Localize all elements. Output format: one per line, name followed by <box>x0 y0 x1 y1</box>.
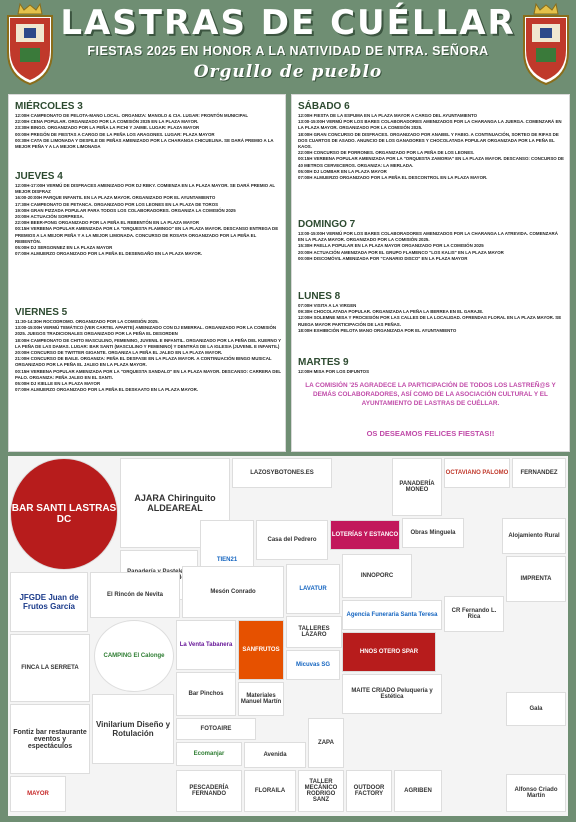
sponsor-logo: MAYOR <box>10 776 66 812</box>
day-block <box>15 307 281 393</box>
sponsor-logo: Gala <box>506 692 566 726</box>
sponsor-logo: TALLER MECÁNICO RODRIGO SANZ <box>298 770 344 812</box>
sponsor-logo: FERNANDEZ <box>512 458 566 488</box>
day-heading: MIÉRCOLES 3 <box>15 101 83 112</box>
coat-of-arms-icon <box>518 2 574 88</box>
wishes-message: OS DESEAMOS FELICES FIESTAS!! <box>366 429 495 438</box>
sponsor-logo: Alojamiento Rural <box>502 518 566 554</box>
sponsor-logo: Vinilarium Diseño y Rotulación <box>92 694 174 764</box>
day-block <box>298 101 565 181</box>
event-item: 13:00-15:00H VERMÚ POR LOS BARES COLABORADORES AMENIZADOS POR LA CHARANGA LA JUERGA. COMENZARÁ EN LA PLAZA MAYOR. ORGANIZADO POR LA COMISIÓN 2025. <box>298 119 562 131</box>
event-item: 21:00H CONCURSO DE BAILE. ORGANIZA: PEÑA EL DESFASE EN LA PLAZA MAYOR. A CONTINUACIÓN BINGO MUSICAL ORGANIZADO POR LA PEÑA EL JALEO EN LA PLAZA MAYOR. <box>15 356 272 368</box>
sponsor-logo: JFGDE Juan de Frutos García <box>10 572 88 632</box>
event-item: 18:00H EXHIBICIÓN PELOTA MANO ORGANIZADA POR EL AYUNTAMIENTO <box>298 327 457 333</box>
sponsor-logo: IMPRENTA <box>506 556 566 602</box>
day-heading: MARTES 9 <box>298 357 349 368</box>
sponsor-logo: ZAPA <box>308 718 344 768</box>
day-block <box>15 171 281 257</box>
sponsor-logo: CR Fernando L. Rica <box>444 596 504 632</box>
sponsors-grid <box>8 456 568 816</box>
sponsor-logo: PESCADERÍA FERNANDO <box>176 770 242 812</box>
event-item: 20:00H CONCURSO DE TWITTER GIGANTE. ORGANIZA LA PEÑA EL JALEO EN LA PLAZA MAYOR. <box>15 350 223 356</box>
program-left-panel <box>8 94 286 452</box>
sponsor-logo: AJARA Chiringuito ALDEAREAL <box>120 458 230 548</box>
sponsor-logo: LOTERÍAS Y ESTANCO <box>330 520 400 550</box>
event-item: 15:30H PAELLA POPULAR EN LA PLAZA MAYOR ORGANIZADO POR LA COMISIÓN 2025 <box>298 243 484 249</box>
sponsor-logo: OCTAVIANO PALOMO <box>444 458 510 488</box>
day-block <box>298 219 565 262</box>
sponsor-logo: INNOPORC <box>342 554 412 598</box>
sponsor-logo: TIEN21 <box>200 520 254 600</box>
event-item: 07:00H ALMUERZO ORGANIZADO POR LA PEÑA EL DESCONTROL EN LA PLAZA MAYOR. <box>298 175 488 181</box>
poster-motto: Orgullo de pueblo <box>193 62 383 82</box>
event-item: 18:00H GRAN CONCURSO DE DISFRACES. ORGANIZADO POR ANABEL Y FABIO. A CONTINUACIÓN, SORTEO DE RIFAS DE DOS CUARTOS DE ASADO. ANUNCIO DE LOS GANADORES Y CHOCOLATADA POPULAR ORGANIZADA POR LA PEÑA EL KAOS. <box>298 131 559 150</box>
sponsor-logo: HNOS OTERO SPAR <box>342 632 436 672</box>
event-item: 12:00H CAMPEONATO DE PELOTA-MANO LOCAL. ORGANIZA: MANOLO & CIA. LUGAR: FRONTÓN MUNICIPAL <box>15 113 249 118</box>
sponsor-logo: PANADERÍA MONEO <box>392 458 442 516</box>
day-heading: DOMINGO 7 <box>298 219 356 230</box>
event-item: 13:00-15:00H VERMÚ POR LOS BARES COLABORADORES AMENIZADOS POR LA CHARANGA LA ATREVIDA. COMENZARÁ EN LA PLAZA MAYOR. ORGANIZADO POR LA COMISIÓN 2025. <box>298 231 558 243</box>
sponsor-logo: LAVATUR <box>286 564 340 614</box>
sponsor-logo: FINCA LA SERRETA <box>10 634 90 702</box>
sponsor-logo: Ecomanjar <box>176 742 242 766</box>
poster-header <box>0 0 576 92</box>
event-item: 20:00H ACTUACIÓN AMENIZADA POR EL GRUPO FLAMENCO "LOS KALIS" EN LA PLAZA MAYOR <box>298 249 504 255</box>
event-item: 12:00H MISA POR LOS DIFUNTOS <box>298 369 369 374</box>
sponsor-logo: AGRIBEN <box>394 770 442 812</box>
sponsor-logo: BAR SANTI LASTRAS DC <box>10 458 118 570</box>
day-heading: JUEVES 4 <box>15 171 63 182</box>
sponsor-logo: Bar Pinchos <box>176 672 236 716</box>
sponsor-logo: Micuvas SG <box>286 650 340 680</box>
event-item: 00:15H VERBENA POPULAR AMENIZADA POR LA "ORQUESTA ZAMORIA" EN LA PLAZA MAYOR. DESCANSO: CONCURSO DE 40 METROS CERVECEROS. ORGANIZA: LA MERLADA. <box>298 156 564 168</box>
sponsor-logo: SANFRUTOS <box>238 620 284 680</box>
day-block <box>298 291 565 334</box>
event-item: 11:30-14:30H ROCODROMO. ORGANIZADO POR LA COMISIÓN 2025. <box>15 319 159 324</box>
event-item: 22:00H CONCURSO DE PORRONES. ORGANIZADO POR LA PEÑA DE LOS LEONES. <box>298 150 475 156</box>
program-right-panel <box>291 94 570 452</box>
day-heading: LUNES 8 <box>298 291 341 302</box>
event-item: 22:00H CENA POPULAR. ORGANIZADO POR LA COMISIÓN 2025 EN LA PLAZA MAYOR. <box>15 119 199 125</box>
event-item: 16:00-20:00H PARQUE INFANTIL EN LA PLAZA MAYOR. ORGANIZADO POR EL AYUNTAMIENTO <box>15 195 216 201</box>
event-item: 12:00H FIESTA DE LA ESPUMA EN LA PLAZA MAYOR A CARGO DEL AYUNTAMIENTO <box>298 113 478 118</box>
event-item: 07:00H ALMUERZO ORGANIZADO POR LA PEÑA EL DESENGAÑO EN LA PLAZA MAYOR. <box>15 251 203 257</box>
event-item: 09:30H CHOCOLATADA POPULAR. ORGANIZADA LA PEÑA LA BERREA EN EL GARAJE. <box>298 309 484 315</box>
event-item: 05:00H DJ LOMBAR EN LA PLAZA MAYOR <box>298 168 387 174</box>
event-item: 05:00H DJ KIELLE EN LA PLAZA MAYOR <box>15 381 101 387</box>
sponsor-logo: FOTOAIRE <box>176 718 256 740</box>
poster-title: LASTRAS DE CUÉLLAR <box>60 3 516 43</box>
event-item: 23:30H BINGO. ORGANIZADO POR LA PEÑA LA PICHI Y JAIME. LUGAR: PLAZA MAYOR <box>15 125 200 131</box>
sponsor-logo: Mesón Conrado <box>182 566 284 618</box>
sponsor-logo: Materiales Manuel Martín <box>238 682 284 716</box>
event-item: 00:00H PREGÓN DE FIESTAS A CARGO DE LA PEÑA LOS ARAGONES. LUGAR: PLAZA MAYOR <box>15 131 215 137</box>
sponsor-logo: Alfonso Criado Martín <box>506 774 566 812</box>
event-item: 18:00H CAMPEONATO DE CHITO MASCULINO, FEMENINO, JUVENIL E INFANTIL. ORGANIZADO POR LA PEÑA DEL KUERNO Y LA PEÑA DE LAS DAMAS. LUGAR: BAR SANTI (MASCULINO Y FEMENINO) Y DENTRÁS DE LA IGLESIA (JUVENIL E INFANTIL) <box>15 337 281 349</box>
event-item: 22:00H BEER-PONG ORGANIZADO POR LA PEÑA EL REBENTÓN EN LA PLAZA MAYOR <box>15 220 200 226</box>
day-block <box>15 101 281 150</box>
sponsor-logo: Avenida <box>244 742 306 768</box>
event-item: 07:00H VISITA A LA VIRGEN <box>298 303 357 308</box>
sponsor-logo: Casa del Pedrero <box>256 520 328 560</box>
event-item: 17:30H CAMPEONATO DE PETANCA. ORGANIZADO POR LOS LEONES EN LA PLAZA DE TOROS <box>15 201 219 207</box>
event-item: 00:00H DISCOMÓVIL AMENIZADA POR "CANARIO DISCO" EN LA PLAZA MAYOR <box>298 255 468 261</box>
sponsor-logo: Agencia Funeraria Santa Teresa <box>342 600 442 630</box>
event-item: 19:00H GRAN PIZZADA POPULAR PARA TODOS LOS COLABORADORES. ORGANIZA LA COMISIÓN 2025 <box>15 207 236 213</box>
day-heading: SÁBADO 6 <box>298 101 350 112</box>
event-item: 05:00H DJ SERGONNEZ EN LA PLAZA MAYOR <box>15 245 113 251</box>
event-item: 12:00H SOLEMNE MISA Y PROCESIÓN POR LAS CALLES DE LA LOCALIDAD. OFRENDAS FLORAL EN LA PLAZA MAYOR. SE RUEGA MAYOR PARTICIPACIÓN DE LAS PEÑAS. <box>298 315 562 327</box>
sponsor-logo: El Rincón de Nevita <box>90 572 180 618</box>
event-item: 07:00H ALMUERZO ORGANIZADO POR LA PEÑA EL DESKAATO EN LA PLAZA MAYOR. <box>15 387 198 393</box>
sponsor-logo: CAMPING El Calonge <box>94 620 174 692</box>
sponsor-logo: MAITE CRIADO Peluquería y Estética <box>342 674 442 714</box>
sponsor-logo: TALLERES LÁZARO <box>286 616 342 648</box>
sponsor-logo: LAZOSYBOTONES.ES <box>232 458 332 488</box>
sponsor-logo: OUTDOOR FACTORY <box>346 770 392 812</box>
sponsor-logo: Fontiz bar restaurante eventos y espectáculos <box>10 704 90 774</box>
coat-of-arms-icon <box>2 2 58 88</box>
day-heading: VIERNES 5 <box>15 307 68 318</box>
sponsor-logo: FLORAILA <box>244 770 296 812</box>
thanks-message: LA COMISIÓN '25 AGRADECE LA PARTICIPACIÓN DE TODOS LOS LASTREÑ@S Y DEMÁS COLABORADORES, ASÍ COMO DE LA ASOCIACIÓN CULTURAL Y EL AYUNTAMIENTO DE LASTRAS DE CUÉLLAR. <box>305 382 556 407</box>
event-item: 13:00-15:00H VERMÚ TEMÁTICO (VER CARTEL APARTE) AMENIZADO CON DJ EMERRAL. ORGANIZADO POR LA COMISIÓN 2025. JUEGOS TRADICIONALES ORGANIZADO POR LA PEÑA EL DESORDEN <box>15 325 277 337</box>
event-item: 00:15H VERBENA POPULAR AMENIZADA POR LA "ORQUESTA SANDALO" EN LA PLAZA MAYOR. DESCANSO: CARRERA DEL PALO. ORGANIZA: PEÑA JALEO EN EL SANTI. <box>15 368 281 380</box>
sponsor-logo: Obras Minguela <box>402 518 464 548</box>
day-block <box>298 357 565 375</box>
poster-subtitle: FIESTAS 2025 EN HONOR A LA NATIVIDAD DE NTRA. SEÑORA <box>87 44 489 58</box>
sponsor-logo: La Venta Tabanera <box>176 620 236 670</box>
event-item: 00:30H CATA DE LIMONADA Y DESFILE DE PEÑAS AMENIZADO POR LA CHARANGA CHICUELINA. SE DARÁ PREMIO A LA MEJOR PEÑA Y A LA MEJOR LIMONADA <box>15 137 274 150</box>
event-item: 20:00H ACTUACIÓN SORPRESA. <box>15 214 84 220</box>
event-item: 12:00H-17:00H VERMÚ DE DISFRACES AMENIZADO POR DJ RBKY. COMIENZA EN LA PLAZA MAYOR. SE DARÁ PREMIO AL MEJOR DISFRAZ <box>15 183 275 195</box>
event-item: 00:15H VERBENA POPULAR AMENIZADA POR LA "ORQUESTA FLAMINGO" EN LA PLAZA MAYOR. DESCANSO ENTREGA DE PREMIOS A LA MEJOR PEÑA Y A LA MEJOR LIMONADA. CONCURSO DE ROSATA ORGANIZADO POR LA PEÑA EL REBENTÓN. <box>15 226 279 244</box>
